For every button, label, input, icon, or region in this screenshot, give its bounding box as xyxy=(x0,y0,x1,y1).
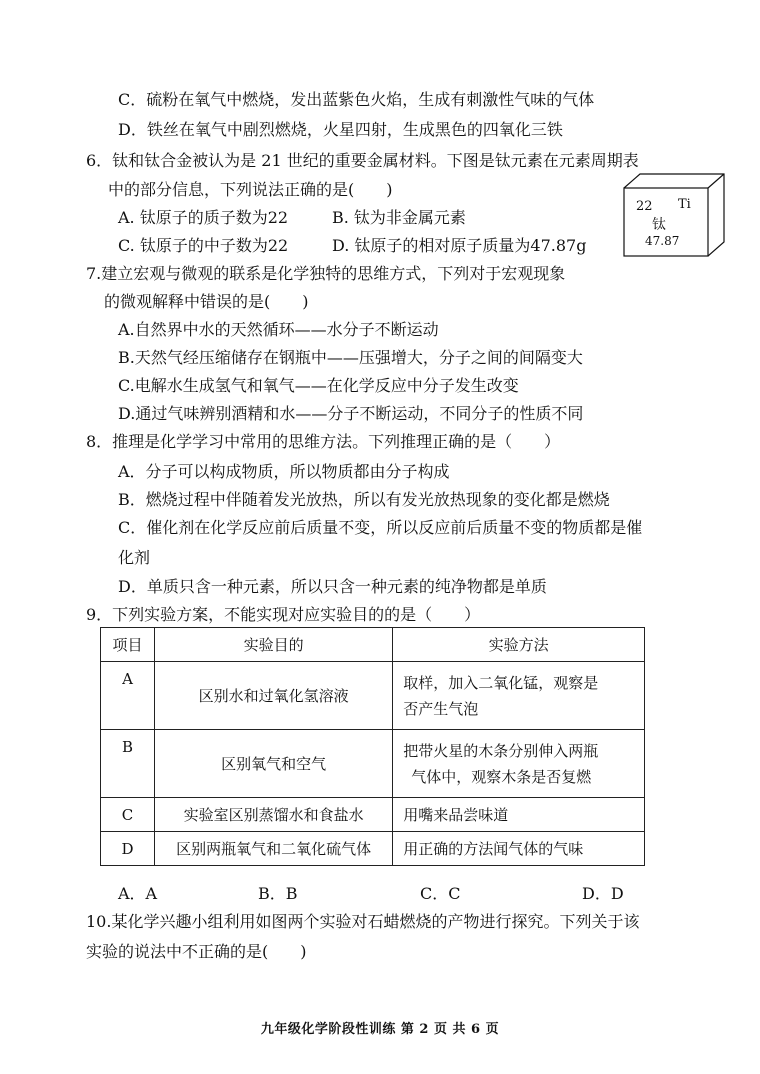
q9-answer-a: A．A xyxy=(118,884,158,903)
header-item: 项目 xyxy=(101,628,155,662)
row-c-goal: 实验室区别蒸馏水和食盐水 xyxy=(155,798,393,832)
q5-option-c: C．硫粉在氧气中燃烧，发出蓝紫色火焰，生成有刺激性气味的气体 xyxy=(118,90,595,109)
row-b-goal: 区别氧气和空气 xyxy=(155,730,393,798)
q7-stem-line1: 7.建立宏观与微观的联系是化学独特的思维方式，下列对于宏观现象 xyxy=(86,264,566,283)
q8-option-a: A．分子可以构成物质，所以物质都由分子构成 xyxy=(118,462,450,481)
row-c-method: 用嘴来品尝味道 xyxy=(393,798,645,832)
table-row xyxy=(101,832,645,866)
q10-stem-line1: 10.某化学兴趣小组利用如图两个实验对石蜡燃烧的产物进行探究。下列关于该 xyxy=(86,912,640,931)
row-a-method-line1: 取样，加入二氧化锰，观察是 xyxy=(403,673,599,692)
row-a-method xyxy=(393,662,645,730)
table-row xyxy=(101,730,645,798)
table-header-row xyxy=(101,628,645,662)
header-method: 实验方法 xyxy=(393,628,645,662)
q8-option-c-line1: C．催化剂在化学反应前后质量不变，所以反应前后质量不变的物质都是催 xyxy=(118,518,643,537)
row-a-item: A xyxy=(101,662,155,730)
q6-option-d: D. 钛原子的相对原子质量为47.87g xyxy=(332,236,587,255)
q8-option-d: D．单质只含一种元素，所以只含一种元素的纯净物都是单质 xyxy=(118,577,547,596)
q7-option-a: A.自然界中水的天然循环——水分子不断运动 xyxy=(118,320,439,339)
row-d-method: 用正确的方法闻气体的气味 xyxy=(393,832,645,866)
q6-stem-line2: 中的部分信息，下列说法正确的是( ) xyxy=(108,180,393,199)
row-d-goal: 区别两瓶氧气和二氧化硫气体 xyxy=(155,832,393,866)
row-a-goal: 区别水和过氧化氢溶液 xyxy=(155,662,393,730)
q9-stem: 9．下列实验方案，不能实现对应实验目的的是（ ） xyxy=(86,605,481,624)
q8-stem: 8．推理是化学学习中常用的思维方法。下列推理正确的是（ ） xyxy=(86,432,561,451)
page-footer: 九年级化学阶段性训练 第 2 页 共 6 页 xyxy=(260,1022,500,1037)
row-b-item: B xyxy=(101,730,155,798)
header-goal: 实验目的 xyxy=(155,628,393,662)
q8-option-b: B．燃烧过程中伴随着发光放热，所以有发光放热现象的变化都是燃烧 xyxy=(118,490,610,509)
q6-option-c: C. 钛原子的中子数为22 xyxy=(118,236,289,255)
q7-stem-line2: 的微观解释中错误的是( ) xyxy=(104,292,309,311)
q9-answer-d: D．D xyxy=(582,884,624,903)
row-d-item: D xyxy=(101,832,155,866)
experiment-table xyxy=(100,627,645,866)
q6-option-b: B. 钛为非金属元素 xyxy=(332,208,466,227)
element-name: 钛 xyxy=(652,217,666,233)
q7-option-d: D.通过气味辨别酒精和水——分子不断运动，不同分子的性质不同 xyxy=(118,404,584,423)
q7-option-c: C.电解水生成氢气和氧气——在化学反应中分子发生改变 xyxy=(118,376,519,395)
q6-option-a: A. 钛原子的质子数为22 xyxy=(118,208,289,227)
row-b-method-line2: 气体中，观察木条是否复燃 xyxy=(411,767,592,786)
periodic-element-card xyxy=(622,172,726,258)
row-a-method-line2: 否产生气泡 xyxy=(403,699,479,718)
table-row xyxy=(101,798,645,832)
q5-option-d: D．铁丝在氧气中剧烈燃烧，火星四射，生成黑色的四氧化三铁 xyxy=(118,120,563,139)
q9-answer-c: C．C xyxy=(420,884,461,903)
q8-option-c-line2: 化剂 xyxy=(118,548,151,567)
q9-answer-b: B．B xyxy=(258,884,298,903)
element-atomic-number: 22 xyxy=(636,199,653,214)
row-c-item: C xyxy=(101,798,155,832)
q6-stem-line1: 6．钛和钛合金被认为是 21 世纪的重要金属材料。下图是钛元素在元素周期表 xyxy=(86,151,639,170)
element-symbol: Ti xyxy=(678,197,691,212)
row-b-method-line1: 把带火星的木条分别伸入两瓶 xyxy=(403,741,599,760)
q10-stem-line2: 实验的说法中不正确的是( ) xyxy=(86,942,307,961)
element-atomic-mass: 47.87 xyxy=(645,234,680,248)
table-row xyxy=(101,662,645,730)
row-b-method xyxy=(393,730,645,798)
q7-option-b: B.天然气经压缩储存在钢瓶中——压强增大，分子之间的间隔变大 xyxy=(118,348,583,367)
